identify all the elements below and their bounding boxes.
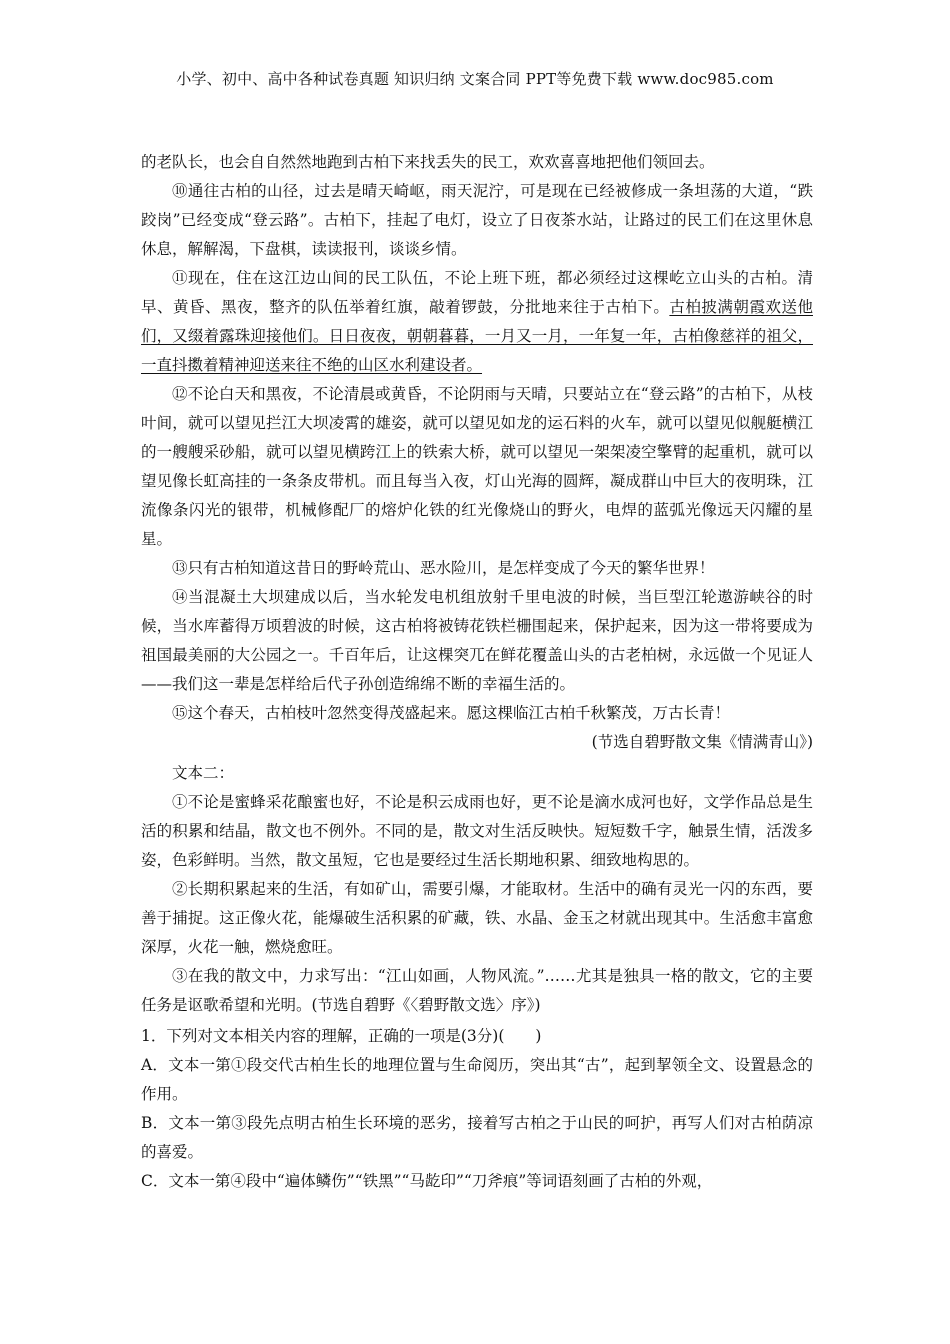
paragraph-continued: 的老队长，也会自自然然地跑到古柏下来找丢失的民工，欢欢喜喜地把他们领回去。 <box>141 153 715 171</box>
paragraph-14: ⑭当混凝土大坝建成以后，当水轮发电机组放射千里电波的时候，当巨型江轮遨游峡谷的时候，当水库蓄得万顷碧波的时候，这古柏将被铸花铁栏栅围起来，保护起来，因为这一带将要成为祖国最美丽的大公园之一。千百年后，让这棵突兀在鲜花覆盖山头的古老柏树，永远做一个见证人——我们这一辈是怎样给后代子孙创造绵绵不断的幸福生活的。 <box>141 588 813 693</box>
paragraph-11-plain: ⑪现在，住在这江边山间的民工队伍，不论上班下班，都必须经过这棵屹立山头的古柏。清早、黄昏、黑夜，整齐的队伍举着红旗，敲着锣鼓，分批地来往于古柏下。 <box>141 269 813 316</box>
text-two-paragraph-1: ①不论是蜜蜂采花酿蜜也好，不论是积云成雨也好，更不论是滴水成河也好，文学作品总是生活的积累和结晶，散文也不例外。不同的是，散文对生活反映快。短短数千字，触景生情，活泼多姿，色彩鲜明。当然，散文虽短，它也是要经过生活长期地积累、细致地构思的。 <box>141 793 813 869</box>
paragraph-12: ⑫不论白天和黑夜，不论清晨或黄昏，不论阴雨与天晴，只要站立在“登云路”的古柏下，从枝叶间，就可以望见拦江大坝凌霄的雄姿，就可以望见如龙的运石料的火车，就可以望见似舰艇横江的一艘艘采砂船，就可以望见横跨江上的铁索大桥，就可以望见一架架凌空擎臂的起重机，就可以望见像长虹高挂的一条条皮带机。而且每当入夜，灯山光海的圆辉，凝成群山中巨大的夜明珠，江流像条闪光的银带，机械修配厂的熔炉化铁的红光像烧山的野火，电焊的蓝弧光像远天闪耀的星星。 <box>141 385 813 548</box>
text-two-paragraph-3: ③在我的散文中，力求写出：“江山如画，人物风流。”……尤其是独具一格的散文，它的主要任务是讴歌希望和光明。(节选自碧野《〈碧野散文选〉序》) <box>141 967 813 1014</box>
question-option-b: B．文本一第③段先点明古柏生长环境的恶劣，接着写古柏之于山民的呵护，再写人们对古柏荫凉的喜爱。 <box>141 1114 813 1161</box>
paragraph-10: ⑩通往古柏的山径，过去是晴天崎岖，雨天泥泞，可是现在已经被修成一条坦荡的大道，“跌跤岗”已经变成“登云路”。古柏下，挂起了电灯，设立了日夜茶水站，让路过的民工们在这里休息休息，解解渴，下盘棋，读读报刊，谈谈乡情。 <box>141 182 813 258</box>
text-one-source: (节选自碧野散文集《情满青山》) <box>591 733 813 751</box>
question-option-c: C．文本一第④段中“遍体鳞伤”“铁黑”“马龁印”“刀斧痕”等词语刻画了古柏的外观， <box>141 1172 713 1190</box>
paragraph-15: ⑮这个春天，古柏枝叶忽然变得茂盛起来。愿这棵临江古柏千秋繁茂，万古长青！ <box>172 704 731 722</box>
text-two-paragraph-2: ②长期积累起来的生活，有如矿山，需要引爆，才能取材。生活中的确有灵光一闪的东西，要善于捕捉。这正像火花，能爆破生活积累的矿藏，铁、水晶、金玉之材就出现其中。生活愈丰富愈深厚，火花一触，燃烧愈旺。 <box>141 880 813 956</box>
paragraph-13: ⑬只有古柏知道这昔日的野岭荒山、恶水险川，是怎样变成了今天的繁华世界！ <box>172 559 715 577</box>
text-two-label: 文本二： <box>172 764 235 782</box>
question-stem: 1．下列对文本相关内容的理解，正确的一项是(3分)( ) <box>141 1027 542 1045</box>
question-option-a: A．文本一第①段交代古柏生长的地理位置与生命阅历，突出其“古”，起到挈领全文、设置悬念的作用。 <box>141 1056 813 1103</box>
document-body <box>141 148 813 1196</box>
page-header: 小学、初中、高中各种试卷真题 知识归纳 文案合同 PPT等免费下载 www.doc985.com <box>176 70 774 88</box>
paragraph-11-underlined: 古柏披满朝霞欢送他们，又缀着露珠迎接他们。日日夜夜，朝朝暮暮，一月又一月，一年复一年，古柏像慈祥的祖父，一直抖擞着精神迎送来往不绝的山区水利建设者。 <box>141 298 813 374</box>
paragraph-11 <box>141 264 813 380</box>
